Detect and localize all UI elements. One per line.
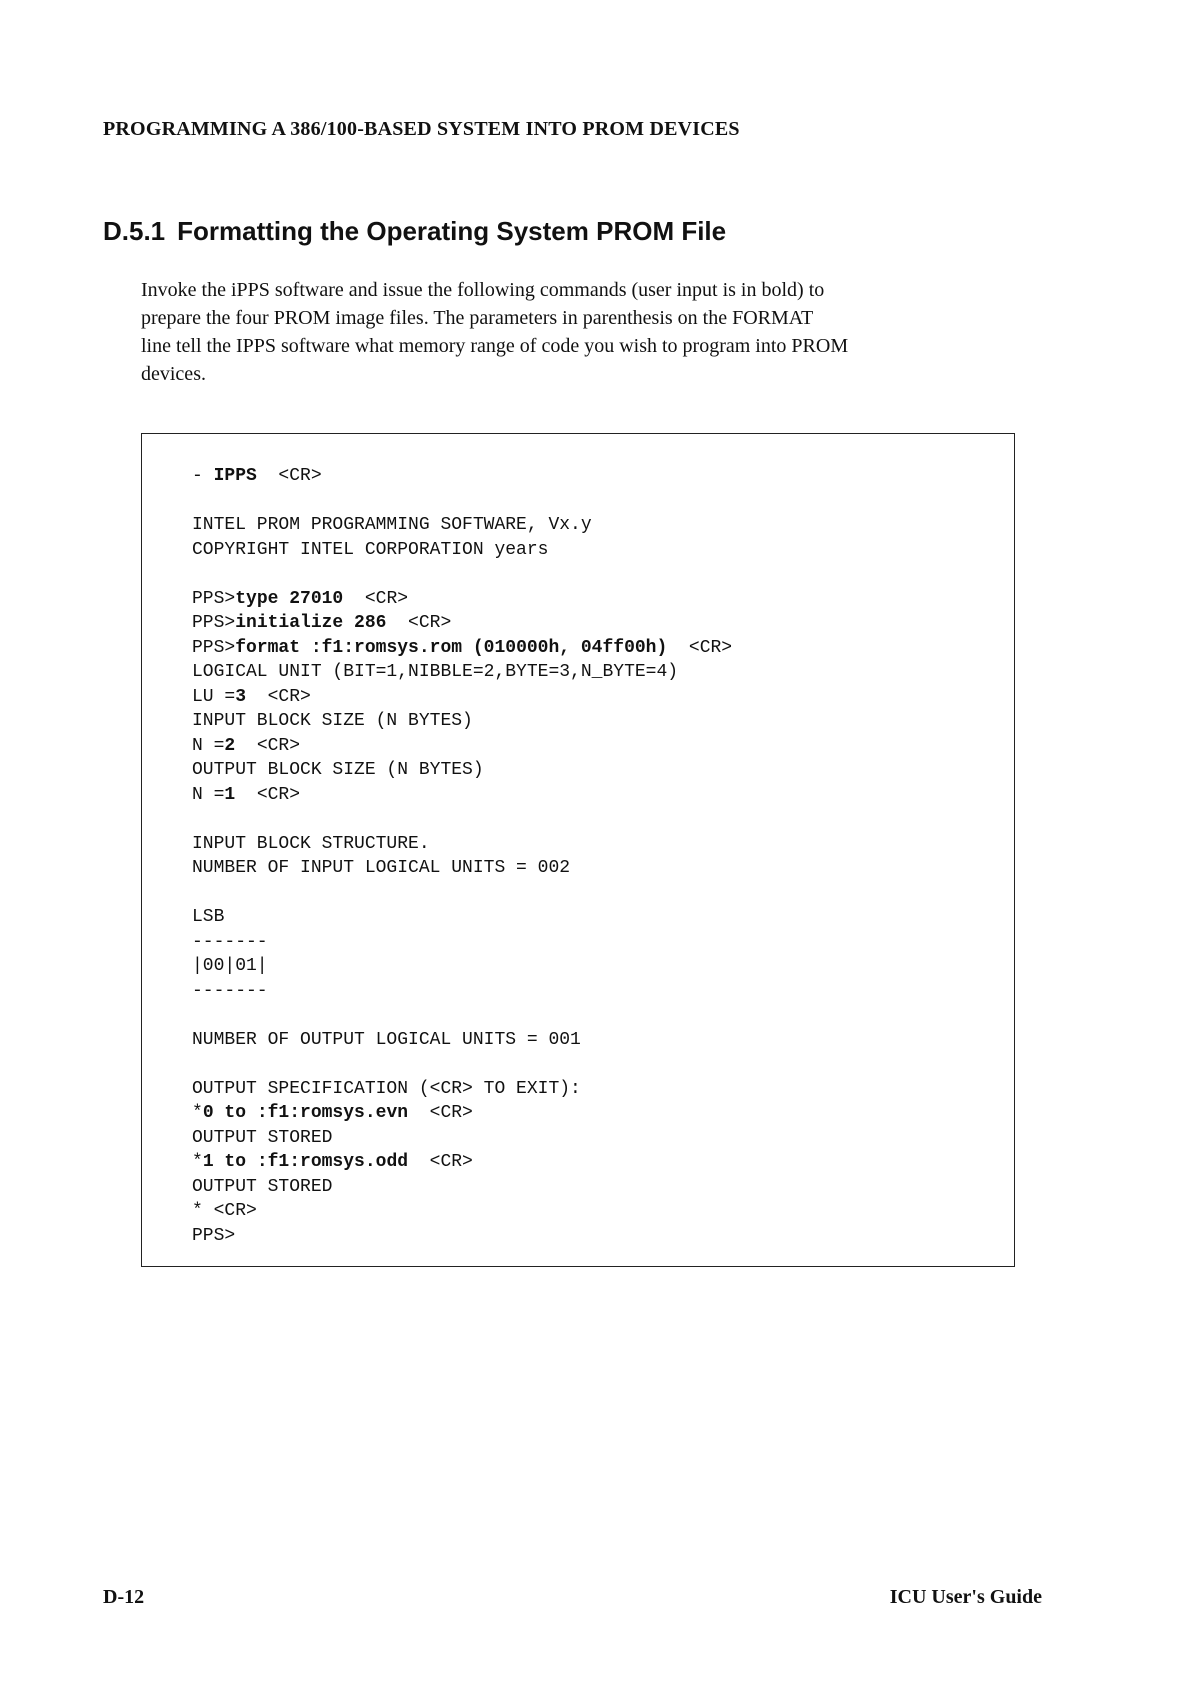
cr-marker: <CR> [408, 1152, 473, 1172]
section-title: Formatting the Operating System PROM File [177, 216, 727, 246]
terminal-prompt: N = [192, 784, 225, 805]
terminal-line [192, 611, 732, 636]
blank-line [192, 489, 732, 514]
cr-marker: <CR> [235, 784, 301, 805]
cr-marker: <CR> [235, 735, 301, 756]
terminal-line [192, 1150, 732, 1175]
terminal-line: INTEL PROM PROGRAMMING SOFTWARE, Vx.y [192, 515, 592, 535]
blank-line [192, 562, 732, 587]
user-input: IPPS [213, 466, 257, 486]
terminal-line [192, 783, 732, 808]
intro-line: prepare the four PROM image files. The parameters in parenthesis on the FORMAT [141, 307, 814, 329]
terminal-prompt: - [192, 466, 214, 486]
user-input: 2 [224, 735, 236, 756]
terminal-line [192, 685, 732, 710]
terminal-line: * <CR> [192, 1201, 257, 1221]
cr-marker: <CR> [667, 637, 733, 658]
terminal-line: OUTPUT STORED [192, 1176, 333, 1197]
block-diagram-border: ------- [192, 931, 268, 952]
terminal-line: OUTPUT STORED [192, 1127, 333, 1148]
intro-line: line tell the IPPS software what memory range of code you wish to program into PROM [141, 335, 849, 357]
terminal-prompt: N = [192, 735, 225, 756]
terminal-prompt: PPS> [192, 613, 236, 633]
block-diagram-border: ------- [192, 980, 268, 1001]
terminal-line [192, 1101, 732, 1126]
user-input: initialize 286 [235, 613, 387, 633]
terminal-line: INPUT BLOCK SIZE (N BYTES) [192, 711, 473, 731]
terminal-line: OUTPUT BLOCK SIZE (N BYTES) [192, 760, 484, 780]
terminal-line: NUMBER OF INPUT LOGICAL UNITS = 002 [192, 858, 571, 878]
user-input: type 27010 [235, 588, 344, 609]
intro-line: Invoke the iPPS software and issue the following commands (user input is in bold) to [141, 279, 825, 301]
blank-line [192, 1052, 732, 1077]
intro-line: devices. [141, 363, 206, 385]
terminal-transcript [192, 464, 732, 1248]
cr-marker: <CR> [343, 588, 409, 609]
terminal-line [192, 734, 732, 759]
terminal-prompt: PPS> [192, 588, 236, 609]
terminal-prompt: LU = [192, 686, 236, 707]
cr-marker: <CR> [386, 613, 452, 633]
terminal-line [192, 636, 732, 661]
terminal-line: OUTPUT SPECIFICATION (<CR> TO EXIT): [192, 1078, 581, 1099]
intro-paragraph [141, 276, 1001, 388]
terminal-prompt: * [192, 1152, 203, 1172]
guide-title: ICU User's Guide [889, 1586, 1042, 1608]
terminal-line [192, 464, 732, 489]
cr-marker: <CR> [246, 686, 311, 707]
terminal-prompt: * [192, 1103, 203, 1123]
blank-line [192, 881, 732, 906]
blank-line [192, 1003, 732, 1028]
terminal-line: PPS> [192, 1225, 236, 1246]
terminal-line: NUMBER OF OUTPUT LOGICAL UNITS = 001 [192, 1029, 581, 1050]
terminal-line: COPYRIGHT INTEL CORPORATION years [192, 539, 549, 560]
terminal-line: LSB [192, 907, 225, 927]
section-number: D.5.1 [103, 216, 166, 246]
terminal-prompt: PPS> [192, 637, 236, 658]
terminal-line [192, 587, 732, 612]
section-heading [103, 216, 726, 247]
user-input: format :f1:romsys.rom (010000h, 04ff00h) [235, 637, 668, 658]
cr-marker: <CR> [408, 1103, 473, 1123]
blank-line [192, 807, 732, 832]
user-input: 1 [224, 784, 236, 805]
cr-marker: <CR> [256, 466, 322, 486]
terminal-line: INPUT BLOCK STRUCTURE. [192, 833, 430, 854]
user-input: 1 to :f1:romsys.odd [202, 1152, 409, 1172]
user-input: 3 [235, 686, 247, 707]
user-input: 0 to :f1:romsys.evn [202, 1103, 409, 1123]
terminal-line: LOGICAL UNIT (BIT=1,NIBBLE=2,BYTE=3,N_BYTE=4) [192, 662, 679, 682]
running-head: PROGRAMMING A 386/100-BASED SYSTEM INTO PROM DEVICES [103, 118, 740, 140]
block-diagram-cells: |00|01| [192, 956, 268, 976]
page-number: D-12 [103, 1586, 145, 1608]
terminal-example-box [141, 433, 1015, 1267]
